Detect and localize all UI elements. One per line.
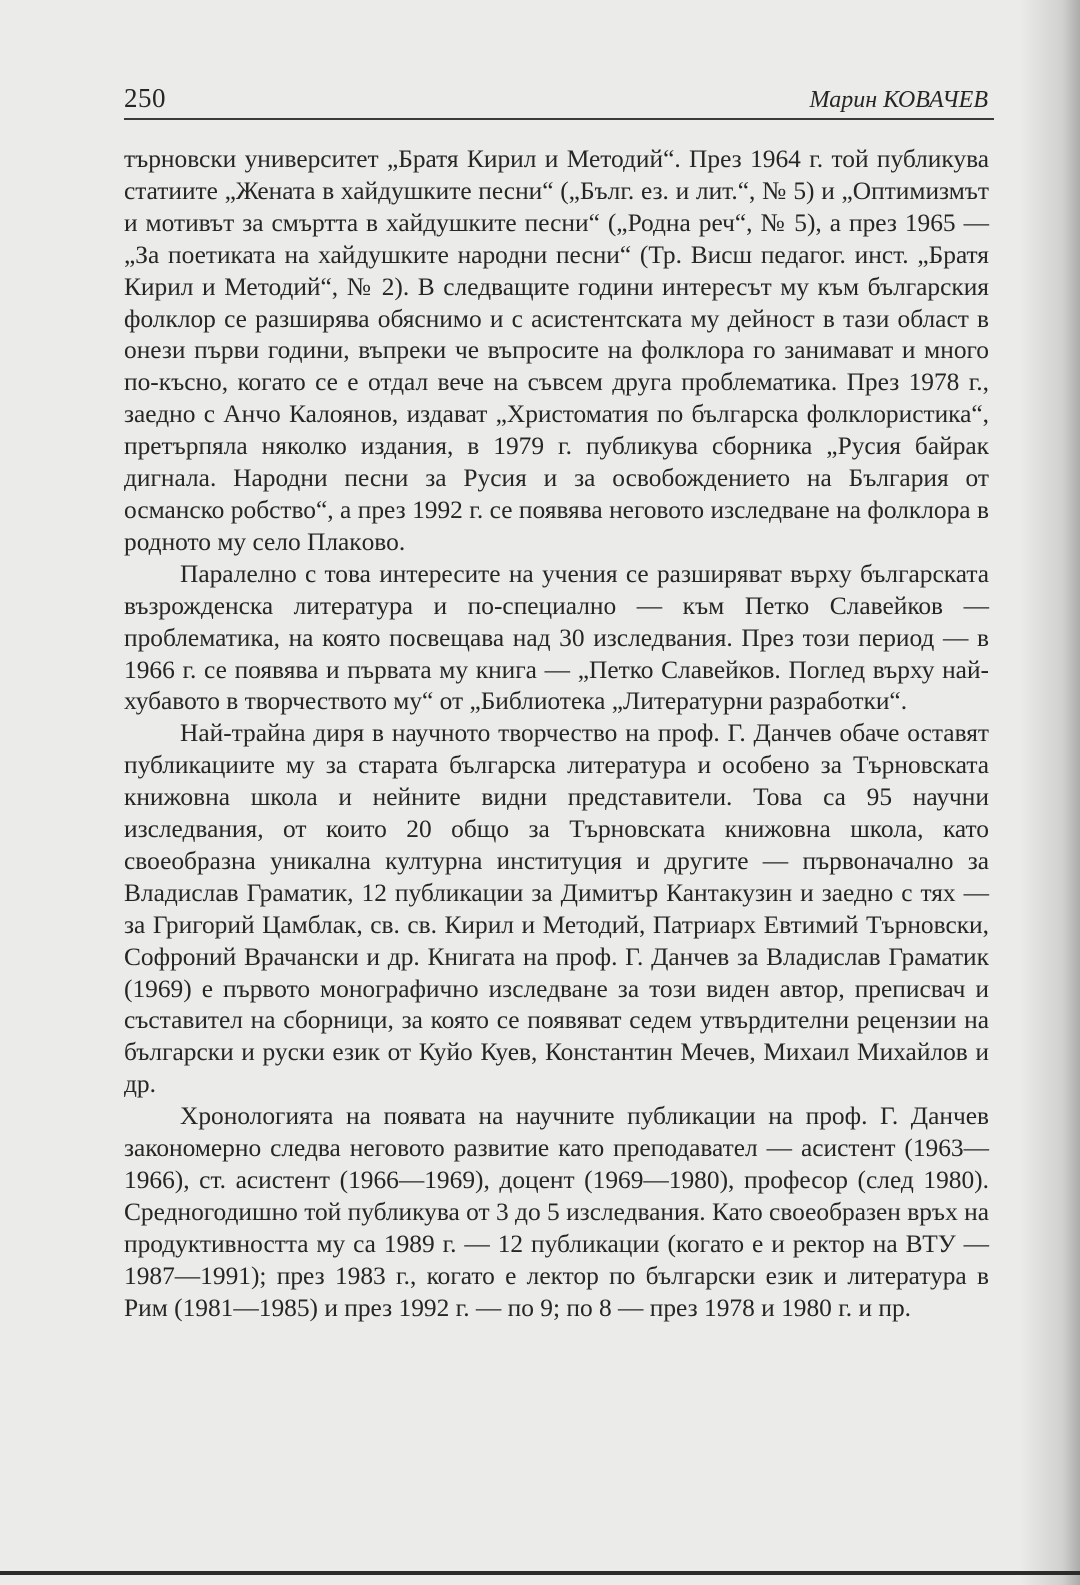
running-head-author: Марин КОВАЧЕВ xyxy=(809,87,988,113)
spine-shadow xyxy=(1020,0,1080,1585)
paragraph-1: търновски университет „Братя Кирил и Методий“. През 1964 г. той публикува статиите „Жената в хайдушките песни“ („Бълг. ез. и лит.“, № 5) и „Оптимизмът и мотивът за смъртта в хайдушките песни“ („Родна реч“, № 5), а през 1965 — „За поетиката на хайдушките народни песни“ (Тр. Висш педагог. инст. „Братя Кирил и Методий“, № 2). В следващите години интересът му към българския фолклор се разширява обяснимо и с асистентската му дейност в тази област в онези първи години, въпреки че въпросите на фолклора го занимават и много по-късно, когато се е отдал вече на съвсем друга проблематика. През 1978 г., заедно с Анчо Калоянов, издават „Христоматия по българска фолклористика“, претърпяла няколко издания, в 1979 г. публикува сборника „Русия байрак дигнала. Народни песни за Русия и за освобождението на България от османско робство“, а през 1992 г. се появява неговото изследване на фолклора в родното му село Плакoво. xyxy=(124,145,989,556)
paragraph-3: Най-трайна диря в научното творчество на проф. Г. Данчев обаче оставят публикациите му за старата българска литература и особено за Търновската книжовна школа и нейните видни представители. Това са 95 научни изследвания, от които 20 общо за Търновската книжовна школа, като своеобразна уникална културна институция и другите — първоначално за Владислав Граматик, 12 публикации за Димитър Кантакузин и заедно с тях — за Григорий Цамблак, св. св. Кирил и Методий, Патриарх Евтимий Търновски, Софроний Врачански и др. Книгата на проф. Г. Данчев за Владислав Граматик (1969) е първото монографично изследване за този виден автор, преписвач и съставител на сборници, за която се появяват седем утвърдителни рецензии на български и руски език от Куйо Куев, Константин Мечев, Михаил Михайлов и др. xyxy=(124,719,989,1099)
bottom-rule xyxy=(0,1571,1080,1575)
page-number: 250 xyxy=(124,83,166,113)
running-head xyxy=(124,82,994,120)
body-text xyxy=(124,144,989,1325)
paragraph-2: Паралелно с това интересите на учения се разширяват върху българската възрожденска литература и по-специално — към Петко Славейков — проблематика, на която посвещава над 30 изследвания. През този период — в 1966 г. се появява и първата му книга — „Петко Славейков. Поглед върху най-хубавото в творчеството му“ от „Библиотека „Литературни разработки“. xyxy=(124,559,989,716)
paragraph-4: Хронологията на появата на научните публикации на проф. Г. Данчев закономерно следва неговото развитие като преподавател — асистент (1963—1966), ст. асистент (1966—1969), доцент (1969—1980), професор (след 1980). Средногодишно той публикува от 3 до 5 изследвания. Като своеобразен връх на продуктивността му са 1989 г. — 12 публикации (когато е и ректор на ВТУ — 1987—1991); през 1983 г., когато е лектор по български език и литература в Рим (1981—1985) и през 1992 г. — по 9; по 8 — през 1978 и 1980 г. и пр. xyxy=(124,1102,989,1322)
